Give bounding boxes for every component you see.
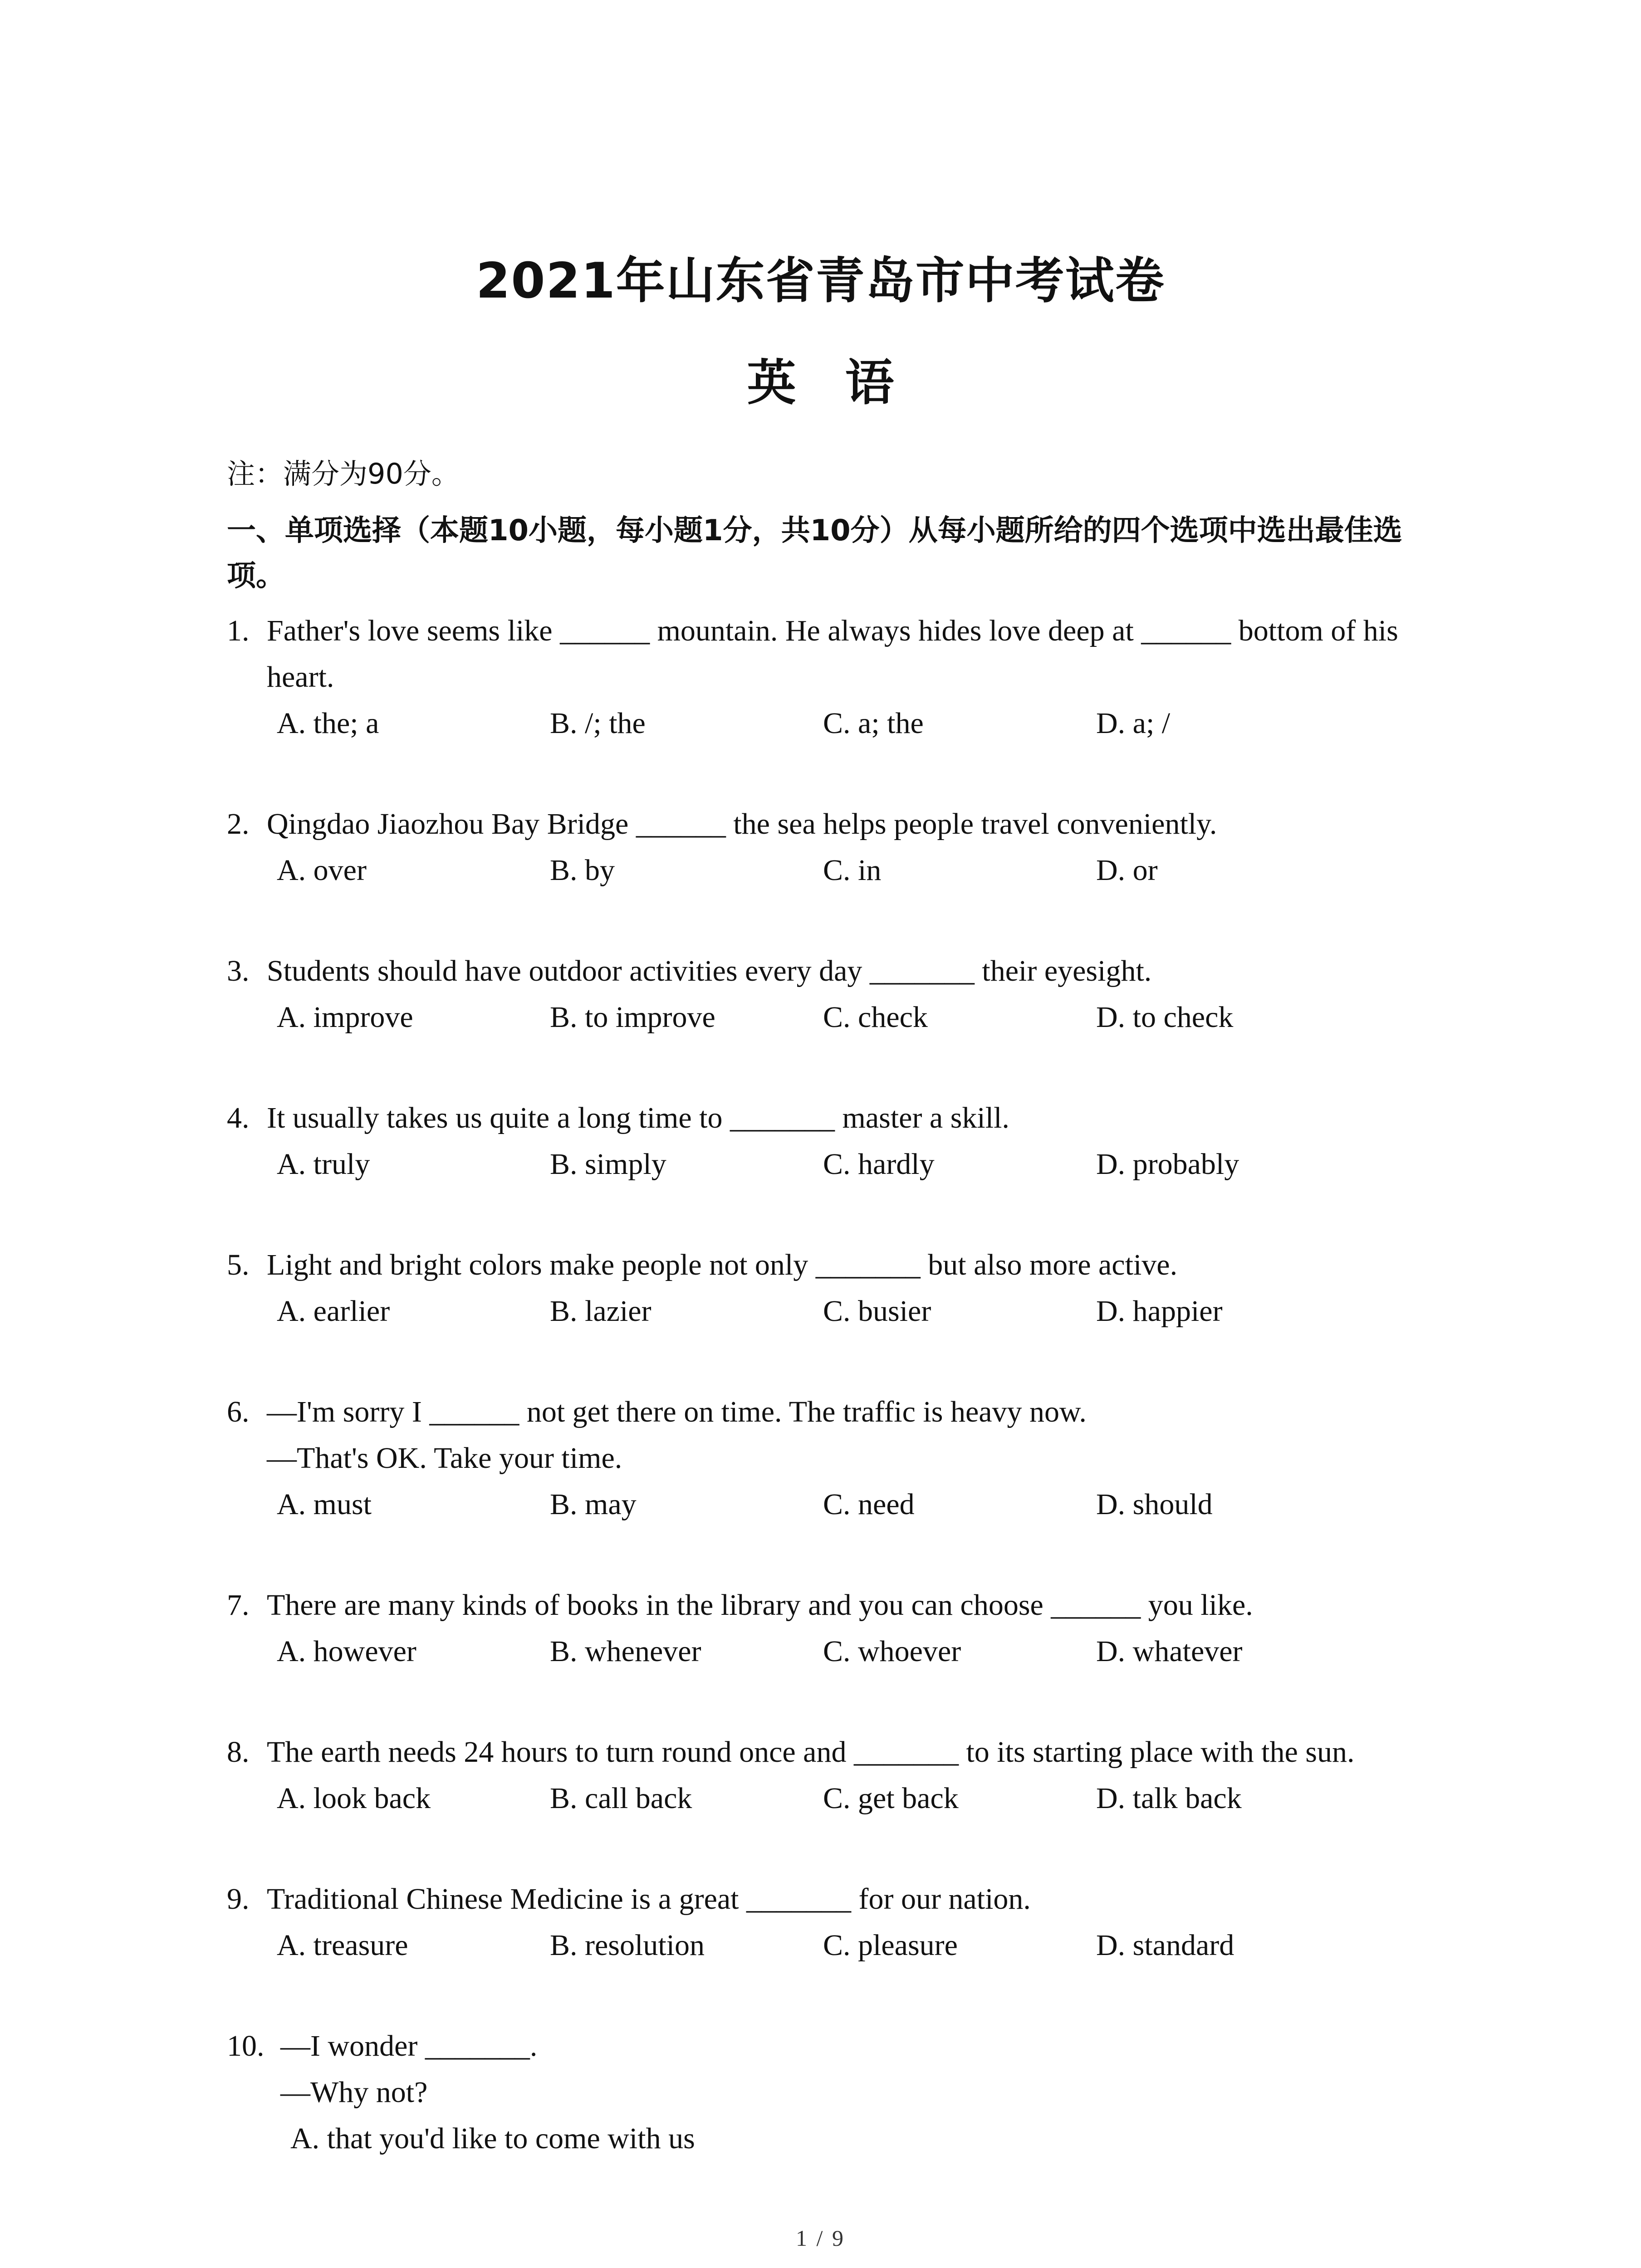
option-c: C. in: [823, 854, 882, 887]
option-b: B. to improve: [550, 1001, 715, 1034]
option-d: D. happier: [1096, 1295, 1223, 1328]
option-row: [227, 847, 1452, 894]
question-text: Qingdao Jiaozhou Bay Bridge ______ the sea helps people travel conveniently.: [267, 807, 1217, 841]
option-a: A. treasure: [277, 1929, 408, 1962]
question-text-continuation: —That's OK. Take your time.: [267, 1442, 622, 1475]
section-heading: 一、单项选择（本题10小题，每小题1分，共10分）从每小题所给的四个选项中选出最佳选项。: [227, 514, 1402, 593]
option-d: D. whatever: [1096, 1635, 1243, 1668]
question-list: [227, 608, 1452, 2216]
question-number: 1.: [227, 614, 250, 647]
question-10: [227, 2023, 1452, 2162]
option-c: C. hardly: [823, 1148, 935, 1181]
question-text: Father's love seems like ______ mountain. He always hides love deep at ______ bottom of his: [267, 614, 1398, 647]
option-row: [227, 1288, 1452, 1334]
question-number: 7.: [227, 1589, 250, 1622]
option-a: A. that you'd like to come with us: [290, 2122, 695, 2155]
option-b: B. call back: [550, 1782, 692, 1815]
page-number: 1 / 9: [796, 2225, 845, 2251]
question-5: [227, 1242, 1452, 1334]
option-c: C. whoever: [823, 1635, 961, 1668]
question-number: 6.: [227, 1395, 250, 1428]
option-b: B. lazier: [550, 1295, 652, 1328]
question-text: —I'm sorry I ______ not get there on time. The traffic is heavy now.: [267, 1395, 1087, 1428]
question-text: It usually takes us quite a long time to _______ master a skill.: [267, 1101, 1009, 1134]
option-row: [227, 1775, 1452, 1822]
option-b: B. whenever: [550, 1635, 701, 1668]
question-text: —I wonder _______.: [280, 2029, 538, 2063]
option-d: D. talk back: [1096, 1782, 1242, 1815]
option-b: B. resolution: [550, 1929, 705, 1962]
option-b: B. by: [550, 854, 615, 887]
question-3: [227, 948, 1452, 1041]
question-1: [227, 608, 1452, 747]
option-a: A. improve: [277, 1001, 413, 1034]
question-7: [227, 1582, 1452, 1675]
option-c: C. get back: [823, 1782, 959, 1815]
question-number: 4.: [227, 1101, 250, 1134]
option-a: A. must: [277, 1488, 372, 1521]
option-c: C. busier: [823, 1295, 931, 1328]
question-number: 2.: [227, 807, 250, 841]
option-c: C. pleasure: [823, 1929, 958, 1962]
question-number: 3.: [227, 954, 250, 987]
question-text-continuation: —Why not?: [280, 2076, 428, 2109]
question-number: 5.: [227, 1248, 250, 1281]
question-text: Students should have outdoor activities every day _______ their eyesight.: [267, 954, 1152, 987]
question-text: There are many kinds of books in the library and you can choose ______ you like.: [267, 1589, 1253, 1622]
question-6: [227, 1389, 1452, 1528]
question-2: [227, 801, 1452, 894]
option-b: B. /; the: [550, 707, 646, 740]
question-9: [227, 1876, 1452, 1969]
option-b: B. may: [550, 1488, 637, 1521]
option-row: [227, 1481, 1452, 1528]
option-row: [227, 700, 1452, 747]
option-a: A. the; a: [277, 707, 379, 740]
option-d: D. a; /: [1096, 707, 1171, 740]
question-8: [227, 1729, 1452, 1822]
question-text-continuation: heart.: [267, 660, 334, 694]
option-a: A. over: [277, 854, 367, 887]
option-c: C. check: [823, 1001, 928, 1034]
exam-subject: 英 语: [747, 355, 894, 411]
option-d: D. to check: [1096, 1001, 1234, 1034]
question-text: The earth needs 24 hours to turn round once and _______ to its starting place with the sun.: [267, 1735, 1355, 1769]
question-number: 10.: [227, 2029, 265, 2063]
option-c: C. a; the: [823, 707, 924, 740]
option-row: [227, 1141, 1452, 1188]
option-a: A. look back: [277, 1782, 431, 1815]
score-note: 注：满分为90分。: [227, 457, 460, 490]
question-text: Light and bright colors make people not only _______ but also more active.: [267, 1248, 1178, 1281]
option-d: D. should: [1096, 1488, 1213, 1521]
question-4: [227, 1095, 1452, 1188]
option-row: [227, 1628, 1452, 1675]
question-number: 8.: [227, 1735, 250, 1769]
option-d: D. or: [1096, 854, 1158, 887]
question-text: Traditional Chinese Medicine is a great _______ for our nation.: [267, 1882, 1031, 1916]
option-a: A. however: [277, 1635, 416, 1668]
exam-title: 2021年山东省青岛市中考试卷: [476, 253, 1165, 309]
option-a: A. truly: [277, 1148, 370, 1181]
option-d: D. probably: [1096, 1148, 1239, 1181]
option-c: C. need: [823, 1488, 915, 1521]
question-number: 9.: [227, 1882, 250, 1916]
option-row: [227, 994, 1452, 1041]
option-d: D. standard: [1096, 1929, 1234, 1962]
option-b: B. simply: [550, 1148, 666, 1181]
option-a: A. earlier: [277, 1295, 390, 1328]
option-row: [227, 1922, 1452, 1969]
